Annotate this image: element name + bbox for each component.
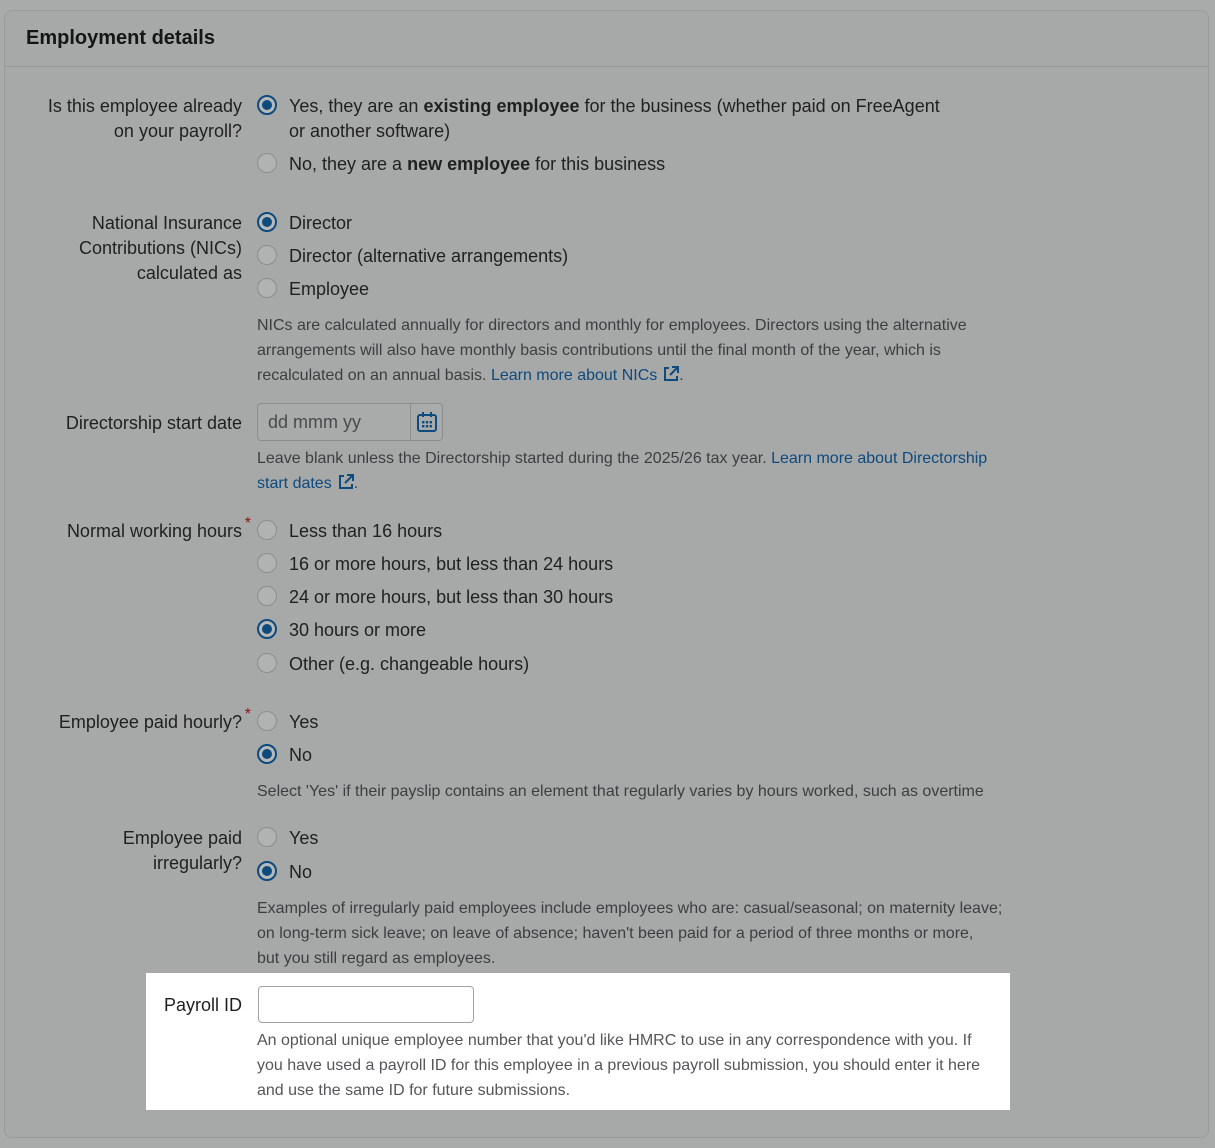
panel-header — [5, 11, 1208, 67]
paid-irregularly-help-line3: but you still regard as employees. — [257, 950, 496, 967]
existing-employee-yes-option[interactable] — [257, 94, 940, 144]
payroll-id-help-line2: you have used a payroll ID for this employee in a previous payroll submission, you should enter it here — [257, 1057, 981, 1074]
working-hours-label-text: Normal working hours — [66, 521, 242, 541]
paid-hourly-help: Select 'Yes' if their payslip contains an element that regularly varies by hours worked, such as overtime — [257, 783, 984, 800]
paid-hourly-yes-radio[interactable] — [257, 711, 277, 731]
paid-irregularly-help-line2: on long-term sick leave; on leave of absence; haven't been paid for a period of three months or more, — [257, 925, 974, 942]
directorship-help-end: . — [353, 475, 359, 492]
start-dates-text: start dates — [257, 475, 332, 492]
nics-label — [79, 211, 242, 286]
yes-bold: existing employee — [423, 96, 580, 116]
hours-30-plus-radio[interactable] — [257, 619, 277, 639]
learn-more-directorship-link-cont[interactable] — [257, 475, 354, 492]
paid-irregularly-help — [257, 896, 1017, 971]
hours-24-30-label: 24 or more hours, but less than 30 hours — [289, 587, 614, 607]
paid-irregularly-yes-option[interactable] — [257, 826, 318, 851]
hours-option-16-24[interactable] — [257, 552, 613, 577]
existing-employee-no-option[interactable] — [257, 152, 665, 177]
payroll-id-label: Payroll ID — [163, 995, 242, 1015]
yes-prefix: Yes, they are an — [289, 96, 424, 116]
hours-option-30-plus[interactable] — [257, 618, 426, 643]
hours-16-24-label: 16 or more hours, but less than 24 hours — [289, 554, 614, 574]
directorship-date-input[interactable] — [258, 404, 410, 440]
learn-more-nics-link[interactable] — [491, 367, 679, 384]
yes-suffix: for the business (whether paid on FreeAgent — [579, 96, 940, 116]
existing-employee-no-text — [289, 152, 665, 177]
nics-help — [257, 313, 1017, 388]
paid-irregularly-no-option[interactable] — [257, 860, 312, 885]
existing-employee-no-radio[interactable] — [257, 153, 277, 173]
no-suffix: for this business — [530, 154, 666, 174]
existing-employee-yes-radio[interactable] — [257, 95, 277, 115]
hours-16-24-radio[interactable] — [257, 553, 277, 573]
paid-hourly-yes-option[interactable] — [257, 710, 318, 735]
directorship-help — [257, 446, 1017, 496]
learn-more-nics-text: Learn more about NICs — [490, 367, 658, 384]
paid-irregularly-no-label: No — [289, 862, 313, 882]
external-link-icon — [663, 366, 679, 382]
nics-employee-label: Employee — [289, 279, 370, 299]
paid-irregularly-help-line1: Examples of irregularly paid employees include employees who are: casual/seasonal; on maternity leave; — [257, 900, 1003, 917]
section-title: Employment details — [26, 27, 215, 49]
hours-24-30-radio[interactable] — [257, 586, 277, 606]
hours-less-16-label: Less than 16 hours — [289, 521, 443, 541]
nics-option-director-alt[interactable] — [257, 244, 568, 269]
nics-option-employee[interactable] — [257, 277, 369, 302]
payroll-id-help — [257, 1028, 997, 1103]
paid-hourly-yes-label: Yes — [289, 712, 319, 732]
nics-help-line1: NICs are calculated annually for directors and monthly for employees. Directors using the alternative — [257, 317, 967, 334]
directorship-date-field — [257, 403, 443, 441]
paid-irregularly-yes-label: Yes — [289, 828, 319, 848]
nics-label-line3: calculated as — [136, 263, 242, 283]
nics-label-line1: National Insurance — [91, 213, 242, 233]
external-link-icon — [338, 474, 354, 490]
existing-employee-label — [48, 94, 242, 144]
nics-help-line3 — [257, 363, 1017, 388]
nics-option-director[interactable] — [257, 211, 352, 236]
hours-less-16-radio[interactable] — [257, 520, 277, 540]
payroll-id-help-line1: An optional unique employee number that you'd like HMRC to use in any correspondence with you. If — [257, 1032, 972, 1049]
paid-irregularly-label-line2: irregularly? — [152, 853, 242, 873]
hours-option-less-16[interactable] — [257, 519, 442, 544]
calendar-icon — [416, 411, 438, 433]
existing-employee-label-line1: Is this employee already — [47, 96, 242, 116]
paid-irregularly-no-radio[interactable] — [257, 861, 277, 881]
directorship-help-text: Leave blank unless the Directorship started during the 2025/26 tax year. — [257, 450, 772, 467]
nics-help-end: . — [679, 367, 684, 384]
nics-director-alt-radio[interactable] — [257, 245, 277, 265]
nics-help-line3-text: recalculated on an annual basis. — [257, 367, 491, 384]
no-prefix: No, they are a — [289, 154, 408, 174]
payroll-id-input[interactable] — [258, 986, 474, 1023]
nics-director-radio[interactable] — [257, 212, 277, 232]
existing-employee-label-line2: on your payroll? — [113, 121, 242, 141]
hours-other-label: Other (e.g. changeable hours) — [289, 654, 530, 674]
nics-director-label: Director — [289, 213, 353, 233]
paid-hourly-no-option[interactable] — [257, 743, 312, 768]
directorship-help-line2 — [257, 471, 1017, 496]
paid-hourly-label-text: Employee paid hourly? — [58, 712, 242, 732]
paid-irregularly-label-line1: Employee paid — [122, 828, 242, 848]
nics-employee-radio[interactable] — [257, 278, 277, 298]
learn-more-directorship-link[interactable]: Learn more about Directorship — [771, 450, 988, 467]
nics-label-line2: Contributions (NICs) — [78, 238, 242, 258]
yes-line2: or another software) — [289, 121, 451, 141]
existing-employee-yes-text — [289, 94, 940, 144]
working-hours-label — [66, 515, 251, 544]
hours-other-radio[interactable] — [257, 653, 277, 673]
calendar-button[interactable] — [410, 404, 442, 440]
no-bold: new employee — [407, 154, 531, 174]
paid-irregularly-label — [123, 826, 242, 876]
paid-hourly-no-label: No — [289, 745, 313, 765]
paid-irregularly-yes-radio[interactable] — [257, 827, 277, 847]
payroll-id-help-line3: and use the same ID for future submissions. — [257, 1082, 571, 1099]
required-mark: * — [244, 515, 251, 532]
paid-hourly-label — [58, 706, 251, 735]
directorship-help-line1 — [257, 446, 1017, 471]
paid-hourly-no-radio[interactable] — [257, 744, 277, 764]
nics-director-alt-label: Director (alternative arrangements) — [289, 246, 569, 266]
required-mark: * — [244, 706, 251, 723]
hours-30-plus-label: 30 hours or more — [289, 620, 427, 640]
nics-help-line2: arrangements will also have monthly basis contributions until the final month of the year, which is — [257, 342, 941, 359]
directorship-label: Directorship start date — [65, 413, 242, 433]
hours-option-24-30[interactable] — [257, 585, 613, 610]
hours-option-other[interactable] — [257, 652, 529, 677]
